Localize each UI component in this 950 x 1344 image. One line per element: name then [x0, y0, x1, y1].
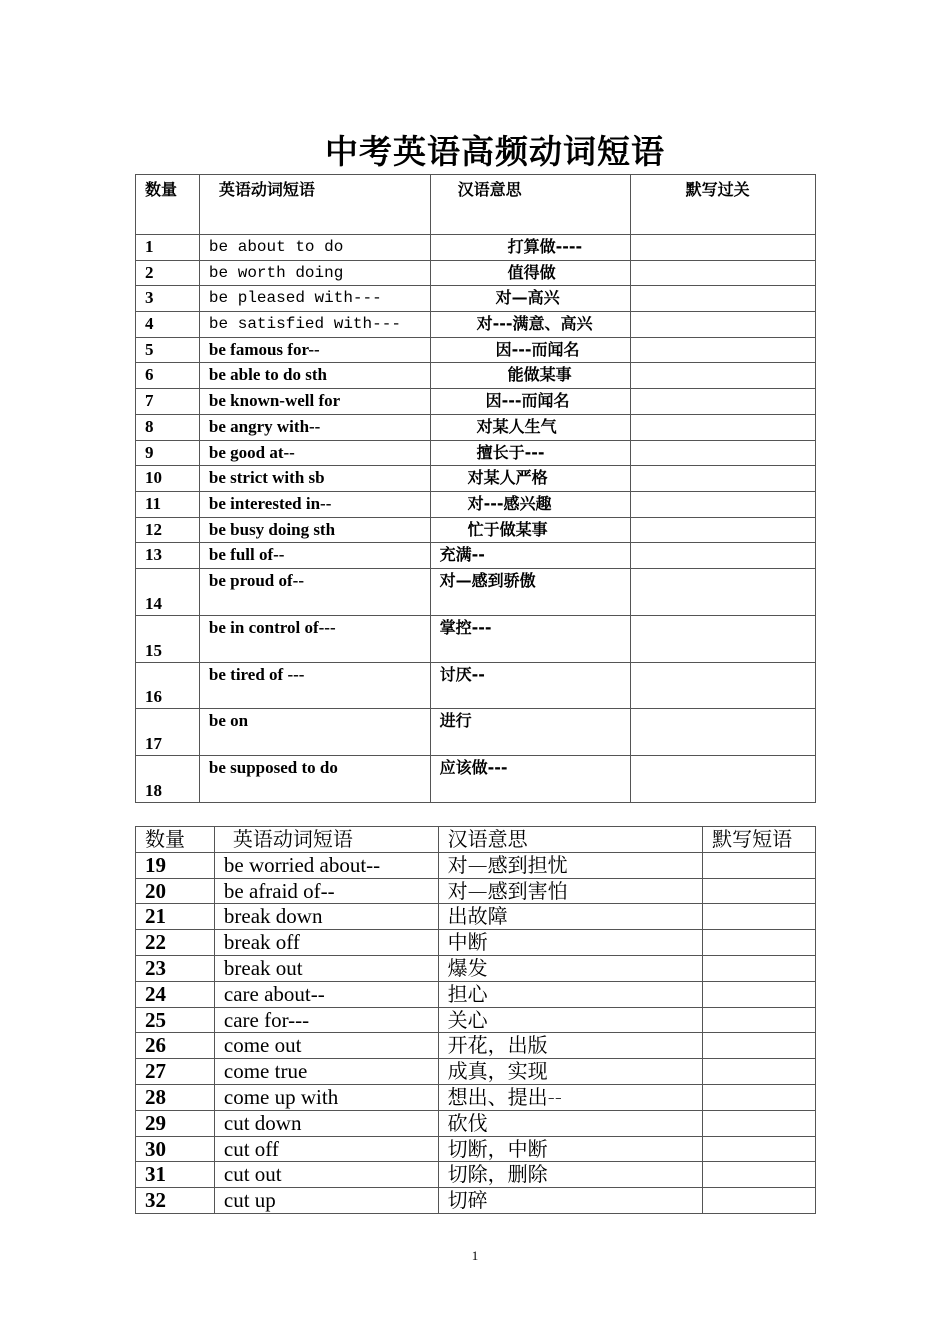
english-phrase: be good at--: [199, 440, 430, 466]
dictation-cell[interactable]: [631, 414, 816, 440]
row-number: 8: [136, 414, 200, 440]
table-row: [136, 852, 816, 878]
chinese-meaning: 对某人生气: [430, 414, 631, 440]
english-phrase: be interested in--: [199, 491, 430, 517]
table-row: [136, 1188, 816, 1214]
english-phrase: come up with: [214, 1084, 438, 1110]
table-row: [136, 1162, 816, 1188]
row-number: 7: [136, 389, 200, 415]
chinese-meaning: 担心: [438, 981, 703, 1007]
chinese-meaning: 擅长于---: [430, 440, 631, 466]
row-number: 25: [136, 1007, 215, 1033]
dictation-cell[interactable]: [631, 517, 816, 543]
english-phrase: be strict with sb: [199, 466, 430, 492]
english-phrase: be known-well for: [199, 389, 430, 415]
table-row: [136, 260, 816, 286]
dictation-cell[interactable]: [631, 440, 816, 466]
header-count: 数量: [136, 827, 215, 853]
row-number: 26: [136, 1033, 215, 1059]
table-row: [136, 904, 816, 930]
row-number: 3: [136, 286, 200, 312]
chinese-meaning: 掌控---: [430, 615, 631, 662]
chinese-meaning: 想出、提出--: [438, 1084, 703, 1110]
row-number: 12: [136, 517, 200, 543]
header-english: 英语动词短语: [214, 827, 438, 853]
row-number: 32: [136, 1188, 215, 1214]
chinese-meaning: 砍伐: [438, 1110, 703, 1136]
dictation-cell[interactable]: [631, 709, 816, 756]
chinese-meaning: 能做某事: [430, 363, 631, 389]
table-row: [136, 466, 816, 492]
chinese-meaning: 切碎: [438, 1188, 703, 1214]
row-number: 9: [136, 440, 200, 466]
header-dictation: [631, 175, 816, 235]
phrase-table-2: [135, 826, 816, 1214]
row-number: 19: [136, 852, 215, 878]
row-number: 29: [136, 1110, 215, 1136]
chinese-meaning: 讨厌--: [430, 662, 631, 709]
row-number: 13: [136, 543, 200, 569]
row-number: 16: [136, 662, 200, 709]
table-row: [136, 1033, 816, 1059]
table-row: [136, 1136, 816, 1162]
dictation-cell[interactable]: [631, 543, 816, 569]
header-dictation: 默写短语: [703, 827, 816, 853]
dictation-cell[interactable]: [631, 491, 816, 517]
table-row: [136, 440, 816, 466]
dictation-cell[interactable]: [703, 904, 816, 930]
table-row: [136, 543, 816, 569]
row-number: 1: [136, 235, 200, 261]
table-row: [136, 615, 816, 662]
chinese-meaning: 对—感到骄傲: [430, 568, 631, 615]
row-number: 4: [136, 312, 200, 338]
table-row: [136, 568, 816, 615]
dictation-cell[interactable]: [703, 1033, 816, 1059]
table-row: [136, 517, 816, 543]
table2-header-row: [136, 827, 816, 853]
chinese-meaning: 中断: [438, 930, 703, 956]
table-row: [136, 878, 816, 904]
row-number: 15: [136, 615, 200, 662]
table-row: [136, 662, 816, 709]
row-number: 6: [136, 363, 200, 389]
dictation-cell[interactable]: [631, 756, 816, 803]
table-row: [136, 363, 816, 389]
dictation-cell[interactable]: [703, 955, 816, 981]
english-phrase: be busy doing sth: [199, 517, 430, 543]
english-phrase: cut down: [214, 1110, 438, 1136]
page-number: 1: [471, 1248, 479, 1263]
row-number: 14: [136, 568, 200, 615]
chinese-meaning: 对---满意、高兴: [430, 312, 631, 338]
dictation-cell[interactable]: [703, 878, 816, 904]
english-phrase: be afraid of--: [214, 878, 438, 904]
dictation-cell[interactable]: [703, 1084, 816, 1110]
dictation-cell[interactable]: [703, 930, 816, 956]
dictation-cell[interactable]: [703, 1188, 816, 1214]
dictation-cell[interactable]: [631, 568, 816, 615]
table-row: [136, 1110, 816, 1136]
row-number: 10: [136, 466, 200, 492]
header-count: [136, 175, 200, 235]
row-number: 21: [136, 904, 215, 930]
dictation-cell[interactable]: [631, 260, 816, 286]
dictation-cell[interactable]: [631, 235, 816, 261]
english-phrase: cut off: [214, 1136, 438, 1162]
english-phrase: be famous for--: [199, 337, 430, 363]
table-row: [136, 756, 816, 803]
table-row: [136, 930, 816, 956]
dictation-cell[interactable]: [703, 1059, 816, 1085]
row-number: 18: [136, 756, 200, 803]
dictation-cell[interactable]: [631, 286, 816, 312]
english-phrase: be angry with--: [199, 414, 430, 440]
table-row: [136, 1059, 816, 1085]
chinese-meaning: 忙于做某事: [430, 517, 631, 543]
chinese-meaning: 打算做----: [430, 235, 631, 261]
chinese-meaning: 值得做: [430, 260, 631, 286]
table-row: [136, 286, 816, 312]
chinese-meaning: 切除，删除: [438, 1162, 703, 1188]
row-number: 23: [136, 955, 215, 981]
dictation-cell[interactable]: [631, 466, 816, 492]
phrase-table-1: [135, 174, 816, 803]
dictation-cell[interactable]: [631, 662, 816, 709]
dictation-cell[interactable]: [703, 1007, 816, 1033]
english-phrase: come true: [214, 1059, 438, 1085]
table-row: [136, 491, 816, 517]
chinese-meaning: 爆发: [438, 955, 703, 981]
row-number: 22: [136, 930, 215, 956]
dictation-cell[interactable]: [703, 981, 816, 1007]
english-phrase: be in control of---: [199, 615, 430, 662]
header-chinese: [430, 175, 631, 235]
chinese-meaning: 对---感兴趣: [430, 491, 631, 517]
chinese-meaning: 关心: [438, 1007, 703, 1033]
english-phrase: break down: [214, 904, 438, 930]
row-number: 5: [136, 337, 200, 363]
chinese-meaning: 对—感到担忧: [438, 852, 703, 878]
english-phrase: be supposed to do: [199, 756, 430, 803]
dictation-cell[interactable]: [631, 337, 816, 363]
chinese-meaning: 应该做---: [430, 756, 631, 803]
row-number: 20: [136, 878, 215, 904]
dictation-cell[interactable]: [631, 312, 816, 338]
dictation-cell[interactable]: [703, 1110, 816, 1136]
english-phrase: care about--: [214, 981, 438, 1007]
english-phrase: come out: [214, 1033, 438, 1059]
table-row: [136, 955, 816, 981]
dictation-cell[interactable]: [631, 615, 816, 662]
table-row: [136, 709, 816, 756]
chinese-meaning: 对—感到害怕: [438, 878, 703, 904]
english-phrase: cut out: [214, 1162, 438, 1188]
chinese-meaning: 成真，实现: [438, 1059, 703, 1085]
english-phrase: break off: [214, 930, 438, 956]
row-number: 11: [136, 491, 200, 517]
english-phrase: be full of--: [199, 543, 430, 569]
english-phrase: be able to do sth: [199, 363, 430, 389]
dictation-cell[interactable]: [631, 363, 816, 389]
row-number: 31: [136, 1162, 215, 1188]
row-number: 2: [136, 260, 200, 286]
chinese-meaning: 切断，中断: [438, 1136, 703, 1162]
row-number: 27: [136, 1059, 215, 1085]
english-phrase: be worth doing: [199, 260, 430, 286]
english-phrase: cut up: [214, 1188, 438, 1214]
header-chinese: 汉语意思: [438, 827, 703, 853]
header-count-text: 数量: [145, 180, 178, 199]
english-phrase: be worried about--: [214, 852, 438, 878]
chinese-meaning: 对某人严格: [430, 466, 631, 492]
table-row: [136, 1007, 816, 1033]
header-english: [199, 175, 430, 235]
row-number: 17: [136, 709, 200, 756]
dictation-cell[interactable]: [703, 1136, 816, 1162]
dictation-cell[interactable]: [703, 1162, 816, 1188]
header-english-text: 英语动词短语: [218, 180, 315, 199]
english-phrase: be pleased with---: [199, 286, 430, 312]
english-phrase: care for---: [214, 1007, 438, 1033]
chinese-meaning: 因---而闻名: [430, 337, 631, 363]
english-phrase: be tired of ---: [199, 662, 430, 709]
table-row: [136, 981, 816, 1007]
table-row: [136, 1084, 816, 1110]
table-row: [136, 337, 816, 363]
table-row: [136, 312, 816, 338]
table-row: [136, 414, 816, 440]
row-number: 30: [136, 1136, 215, 1162]
chinese-meaning: 开花，出版: [438, 1033, 703, 1059]
row-number: 28: [136, 1084, 215, 1110]
chinese-meaning: 充满--: [430, 543, 631, 569]
page-title: 中考英语高频动词短语: [325, 132, 665, 171]
table-row: [136, 389, 816, 415]
english-phrase: break out: [214, 955, 438, 981]
table-row: [136, 235, 816, 261]
header-dictation-text: 默写过关: [685, 180, 750, 199]
chinese-meaning: 对—高兴: [430, 286, 631, 312]
chinese-meaning: 因---而闻名: [430, 389, 631, 415]
english-phrase: be about to do: [199, 235, 430, 261]
header-chinese-text: 汉语意思: [457, 180, 522, 199]
row-number: 24: [136, 981, 215, 1007]
dictation-cell[interactable]: [703, 852, 816, 878]
table1-header-row: [136, 175, 816, 235]
chinese-meaning: 进行: [430, 709, 631, 756]
chinese-meaning: 出故障: [438, 904, 703, 930]
dictation-cell[interactable]: [631, 389, 816, 415]
english-phrase: be on: [199, 709, 430, 756]
english-phrase: be proud of--: [199, 568, 430, 615]
english-phrase: be satisfied with---: [199, 312, 430, 338]
